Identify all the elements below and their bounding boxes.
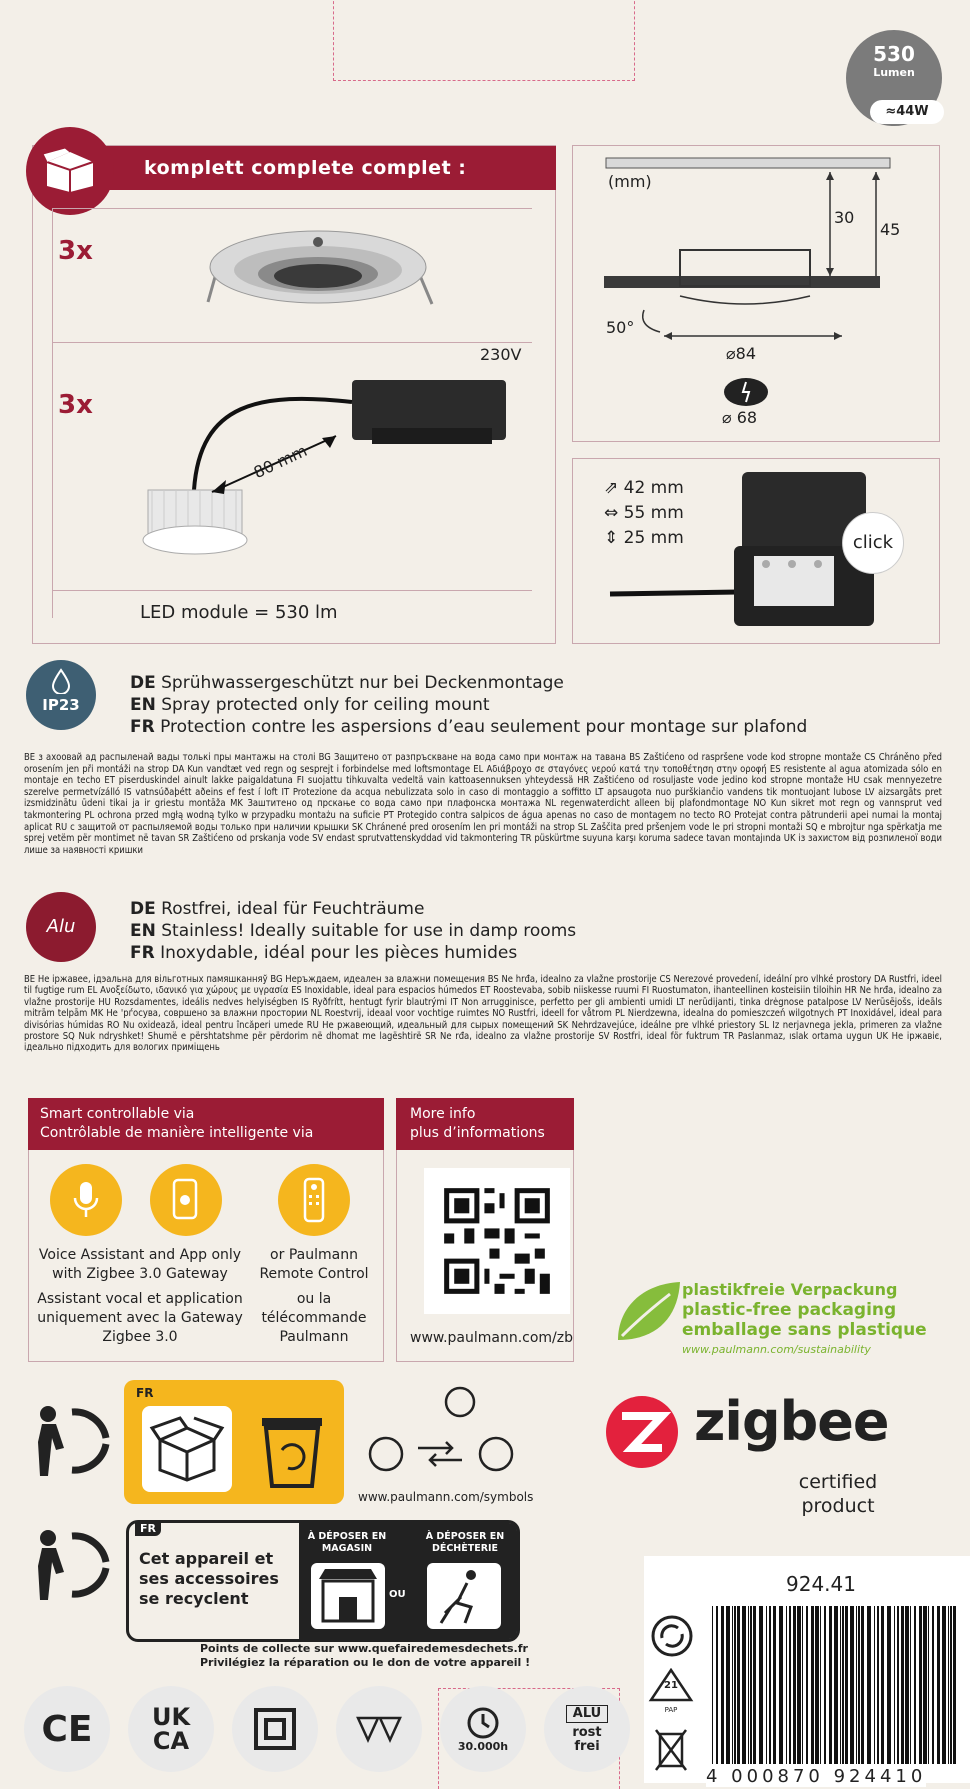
- alu-line-en: EN Stainless! Ideally suitable for use in damp rooms: [130, 921, 577, 941]
- dimensions-drawing: [580, 150, 930, 430]
- barcode-bar: [905, 1606, 909, 1764]
- barcode-bar: [861, 1606, 864, 1764]
- ip-multilang-text: BE з ахоовай ад распыленай вады толькі пры мантажы на столi BG Защитено от разпръскване на вода само при монтаж на тавана BS Zaštićeno od raspršene vode kod stropne montaže CS Chráněno před orosením jen při montáži na strop DA Kun vandtæt ved regn og sesprejt i forbindelse med loftsmontage EL Αδιάβροχο σε σταγόνες νερού κατά την τοποθέτηση στην οροφή ES resistente al agua atomizada sólo en montaje en techo ET piserduskindel ainult lakke paigaldatuna FI suojattu tihkuvalta vedeltä vain kattoasennuksen yhteydessä HR Zaštićeno od rosuljaste vode jedino kod stropne montaže HU csak mennyezetre szerelve permetvízálló IS vatnsúðaþétt aðeins ef fest í loft IT Protezione da acqua nebulizzata solo in caso di montaggio a soffitto LT apsaugota nuo purškiančio vandens tik montuojant lubose LV aizsargāts pret izsmidzinātu ūdeni tikai ja ir griestu montāža MK Заштитено од прскање со вода само при плафонска монтажа NL regenwaterdicht alleen bij plafondmontage NO Kun sikret mot regn og vannsprut ved takmontering PL ochrona przed mgłą wodną tylko w przypadku montażu na suficie PT Protegido contra salpicos de água apenas no caso de montagem no tecto RO Protejat contra pătrunderii apei numai la montaj aplicat RU с защитой от распыляемой воды только при наличии крышки SK Chránené pred orosením len pri montáži na strop SL Zaščita pred pršenjem vode le pri stropni montaži SQ e mbrojtur nga spërkatja me sprej vetëm për montimet në tavan SR Zaštićeno od prskanja vode SV endast sprutvattenskyddad vid takmontering TR püskürtme suyuna karşı koruma sadece tavan montajında UK із захистом від розпиленої води лише за наявності кришки: [24, 752, 942, 856]
- water-drop-icon: [50, 668, 72, 694]
- barcode-bar: [932, 1606, 934, 1764]
- qty-spotlight: 3x: [58, 236, 93, 266]
- pap-number: 21: [664, 1680, 678, 1691]
- cable-length-label: 80 mm: [250, 440, 310, 483]
- dim-height-30: 30: [834, 208, 855, 227]
- barcode-bar: [894, 1606, 895, 1764]
- lumen-unit: Lumen: [873, 66, 915, 79]
- fr-tag-1: FR: [136, 1386, 154, 1400]
- barcode-bar: [901, 1606, 904, 1764]
- barcode-bar: [928, 1606, 929, 1764]
- furniture-mount-icon: [336, 1686, 422, 1772]
- spotlight-ring-illustration: [200, 212, 440, 322]
- ip-lines: [130, 672, 807, 738]
- device-recycle-text: Cet appareil et ses accessoires se recyclent: [139, 1549, 279, 1608]
- barcode-bar: [948, 1606, 949, 1764]
- barcode-bar: [759, 1606, 763, 1764]
- info-header-fr: plus d’informations: [410, 1125, 545, 1141]
- barcode-bar: [766, 1606, 767, 1764]
- barcode-bar: [923, 1606, 927, 1764]
- barcode-bar: [850, 1606, 854, 1764]
- alu-badge: [26, 892, 96, 962]
- lifetime-hours: 30.000h: [457, 1739, 509, 1753]
- barcode: [706, 1604, 966, 1776]
- dim-height-45: 45: [880, 220, 901, 239]
- barcode-bar: [773, 1606, 776, 1764]
- barcode-bar: [726, 1606, 730, 1764]
- alu-rostfrei-badge: ALU rost frei: [544, 1686, 630, 1772]
- fr-tag-2: FR: [135, 1521, 161, 1536]
- dim-angle: 50°: [606, 318, 635, 337]
- barcode-bar: [897, 1606, 899, 1764]
- barcode-bar: [950, 1606, 952, 1764]
- barcode-bar: [914, 1606, 916, 1764]
- barcode-bar: [734, 1606, 736, 1764]
- barcode-bar: [789, 1606, 791, 1764]
- led-module-illustration: [140, 372, 520, 572]
- recycle-triman-icon: [26, 1398, 112, 1478]
- barcode-bar: [806, 1606, 808, 1764]
- barcode-bar: [829, 1606, 832, 1764]
- microphone-icon: [50, 1164, 122, 1236]
- barcode-bar: [737, 1606, 740, 1764]
- barcode-bar: [802, 1606, 803, 1764]
- barcode-bar: [811, 1606, 814, 1764]
- barcode-bar: [753, 1606, 756, 1764]
- click-badge: click: [842, 512, 904, 574]
- class2-insulation-icon: [232, 1686, 318, 1772]
- deposit-store-label: À DÉPOSER EN MAGASIN: [307, 1531, 387, 1554]
- smart-header: [28, 1098, 384, 1150]
- barcode-bar: [845, 1606, 848, 1764]
- connector-dim-1: ⇗ 42 mm: [604, 478, 684, 498]
- fr-sort-tile: [124, 1380, 344, 1504]
- barcode-bar: [919, 1606, 922, 1764]
- complete-header-text: komplett complete complet :: [144, 157, 467, 179]
- dim-cutout-68: ⌀ 68: [722, 408, 758, 427]
- barcode-bar: [937, 1606, 940, 1764]
- barcode-bar: [786, 1606, 787, 1764]
- clock-icon: [466, 1706, 500, 1740]
- barcode-bar: [712, 1606, 713, 1764]
- zigbee-certified: certified product: [798, 1471, 878, 1517]
- plastic-free-fr: emballage sans plastique: [682, 1320, 927, 1340]
- barcode-bar: [953, 1606, 956, 1764]
- smart-text-fr: Assistant vocal et application uniquement avec la Gateway Zigbee 3.0: [37, 1291, 243, 1345]
- zigbee-logo-icon: [604, 1394, 680, 1470]
- complete-divider-1: [52, 342, 532, 343]
- app-phone-icon: [150, 1164, 222, 1236]
- barcode-bar: [877, 1606, 879, 1764]
- ip-line-en: EN Spray protected only for ceiling mount: [130, 695, 490, 715]
- ukca-mark: UK CA: [128, 1686, 214, 1772]
- deposit-or: OU: [389, 1589, 406, 1600]
- led-module-label: LED module = 530 lm: [140, 602, 338, 623]
- zigbee-brand: zigbee: [694, 1390, 889, 1453]
- top-dashed-frame: [333, 0, 635, 81]
- barcode-bar: [820, 1606, 821, 1764]
- device-recycle-box: [126, 1520, 520, 1642]
- barcode-bar: [887, 1606, 891, 1764]
- dump-icon: [427, 1563, 501, 1629]
- remote-control-icon: [278, 1164, 350, 1236]
- lifetime-hours-badge: [440, 1686, 526, 1772]
- plastic-free-url: www.paulmann.com/sustainability: [682, 1343, 871, 1356]
- shop-icon: [311, 1563, 385, 1629]
- barcode-bar: [881, 1606, 884, 1764]
- lumen-value: 530: [873, 42, 915, 66]
- complete-header: [74, 146, 556, 190]
- smart-text-en: Voice Assistant and App only with Zigbee 3.0 Gateway: [38, 1247, 242, 1282]
- dim-diameter-84: ⌀84: [726, 344, 756, 363]
- dim-unit: (mm): [608, 172, 652, 191]
- connector-dim-3: ⇕ 25 mm: [604, 528, 684, 548]
- barcode-bar: [721, 1606, 724, 1764]
- barcode-bar: [779, 1606, 783, 1764]
- barcode-bar: [793, 1606, 796, 1764]
- ip-line-fr: FR Protection contre les aspersions d’eau seulement pour montage sur plafond: [130, 717, 808, 737]
- leaf-icon: [612, 1278, 684, 1346]
- recycle-note-2: Privilégiez la réparation ou le don de votre appareil !: [200, 1656, 531, 1669]
- qty-led-module: 3x: [58, 390, 93, 420]
- smart-header-en: Smart controllable via: [40, 1106, 195, 1122]
- box-icon: [26, 127, 114, 215]
- sun-switch-icon: [356, 1384, 550, 1494]
- plastic-free-en: plastic-free packaging: [682, 1300, 897, 1320]
- voltage-label: 230V: [480, 345, 522, 364]
- barcode-bar: [769, 1606, 771, 1764]
- barcode-digits: 4 000870 924410: [706, 1766, 927, 1787]
- recycle-triman-icon-2: [26, 1522, 112, 1602]
- alu-multilang-text: BE Не іржавее, ідэальна для вільготных памяшканняў BG Неръждаем, идеален за влажни помещения BS Ne hrđa, idealno za vlažne prostorije CS Nerezové provedení, ideální pro vlhké prostory DA Rustfri, ideel til fugtige rum EL Ανοξείδωτο, ιδανικό για χώρους με υγρασία ES Inoxidable, ideal para espacios húmedos ET Roostevaba, sobib niiskesse ruumi FI Ruostumaton, ihanteellinen kosteisiin tiloihin HR Ne hrđa, idealno za vlažne prostorije HU Rozsdamentes, ideális nedves helyiségben IS Ryðfrítt, hentugt fyrir blautrými IT Non arrugginisce, perfetto per gli ambienti umidi LT nerūdijanti, tinka drėgnose patalpose LV Nerūsējošs, ideāls mitrām telpām MK Не 'рѓосува, совршено за влажни простории NL Roestvrij, ideaal voor vochtige ruimtes NO Rustfri, ideell for våtrom PL Nierdzewna, idealna do pomieszczeń wilgotnych PT Inoxidável, ideal para divisórias húmidas RO Nu oxidează, ideal pentru încăperi umede RU Не ржавеющий, идеальный для сырых помещений SK Nehrdzavejúce, ideálne pre vlhké priestory SL Iz nerjavnega jekla, primeren za vlažne prostore SQ Nuk ndryshket! Shumë e përshtatshme për përdorim në dhomat me lagështirë SR Ne rđa, idealno za vlažne prostorije SV Rostfri, ideal för fuktrum TR Paslanmaz, ıslak ortama uygun UK Не іржавіє, ідеально підходить для вологих приміщень: [24, 974, 942, 1054]
- barcode-bar: [867, 1606, 871, 1764]
- barcode-bar: [842, 1606, 844, 1764]
- watt-badge: ≈44W: [870, 100, 944, 124]
- barcode-bar: [942, 1606, 946, 1764]
- ce-mark: CE: [24, 1686, 110, 1772]
- recycle-notes: [200, 1642, 530, 1670]
- ip23-badge: [26, 660, 96, 730]
- barcode-bar: [874, 1606, 875, 1764]
- complete-inner-lines: [52, 208, 532, 209]
- ip23-label: IP23: [42, 696, 80, 714]
- smart-header-fr: Contrôlable de manière intelligente via: [40, 1125, 314, 1141]
- barcode-bar: [750, 1606, 752, 1764]
- barcode-bar: [840, 1606, 841, 1764]
- box-pack-tile: [142, 1406, 232, 1492]
- recycle-loop-icon: [650, 1614, 694, 1658]
- barcode-bar: [748, 1606, 749, 1764]
- barcode-bar: [856, 1606, 857, 1764]
- remote-text-en: or Paulmann Remote Control: [259, 1247, 369, 1282]
- article-number: 924.41: [786, 1572, 856, 1596]
- pap-symbol: [648, 1668, 694, 1716]
- symbols-url[interactable]: www.paulmann.com/symbols: [358, 1490, 534, 1504]
- connector-dim-2: ⇔ 55 mm: [604, 503, 684, 523]
- barcode-bar: [910, 1606, 911, 1764]
- complete-divider-2: [52, 590, 532, 591]
- recycle-note-1: Points de collecte sur www.quefairedemesdechets.fr: [200, 1642, 528, 1655]
- pap-label: PAP: [664, 1706, 678, 1714]
- info-header: [396, 1098, 574, 1150]
- complete-vline: [52, 208, 53, 618]
- barcode-bar: [716, 1606, 718, 1764]
- qr-code[interactable]: [424, 1168, 570, 1314]
- barcode-bar: [824, 1606, 826, 1764]
- barcode-bar: [858, 1606, 860, 1764]
- barcode-bar: [815, 1606, 819, 1764]
- ip-line-de: DE Sprühwassergeschützt nur bei Deckenmontage: [130, 673, 564, 693]
- deposit-dump-label: À DÉPOSER EN DÉCHÈTERIE: [425, 1531, 505, 1554]
- recycle-bin-icon: [252, 1406, 332, 1494]
- barcode-bar: [732, 1606, 733, 1764]
- barcode-bar: [834, 1606, 838, 1764]
- deposit-panel: [299, 1523, 517, 1639]
- alu-line-fr: FR Inoxydable, idéal pour les pièces humides: [130, 943, 518, 963]
- alu-lines: [130, 898, 576, 964]
- info-header-en: More info: [410, 1106, 476, 1122]
- remote-text-fr: ou la télécommande Paulmann: [261, 1291, 367, 1345]
- barcode-bar: [742, 1606, 746, 1764]
- plastic-free-de: plastikfreie Verpackung: [682, 1280, 898, 1299]
- barcode-bar: [797, 1606, 801, 1764]
- plastic-free-text: [682, 1280, 927, 1360]
- info-url[interactable]: www.paulmann.com/zb: [410, 1330, 574, 1346]
- alu-line-de: DE Rostfrei, ideal für Feuchträume: [130, 899, 425, 919]
- alu-badge-text: Alu: [46, 916, 76, 937]
- weee-bin-icon: [654, 1728, 688, 1774]
